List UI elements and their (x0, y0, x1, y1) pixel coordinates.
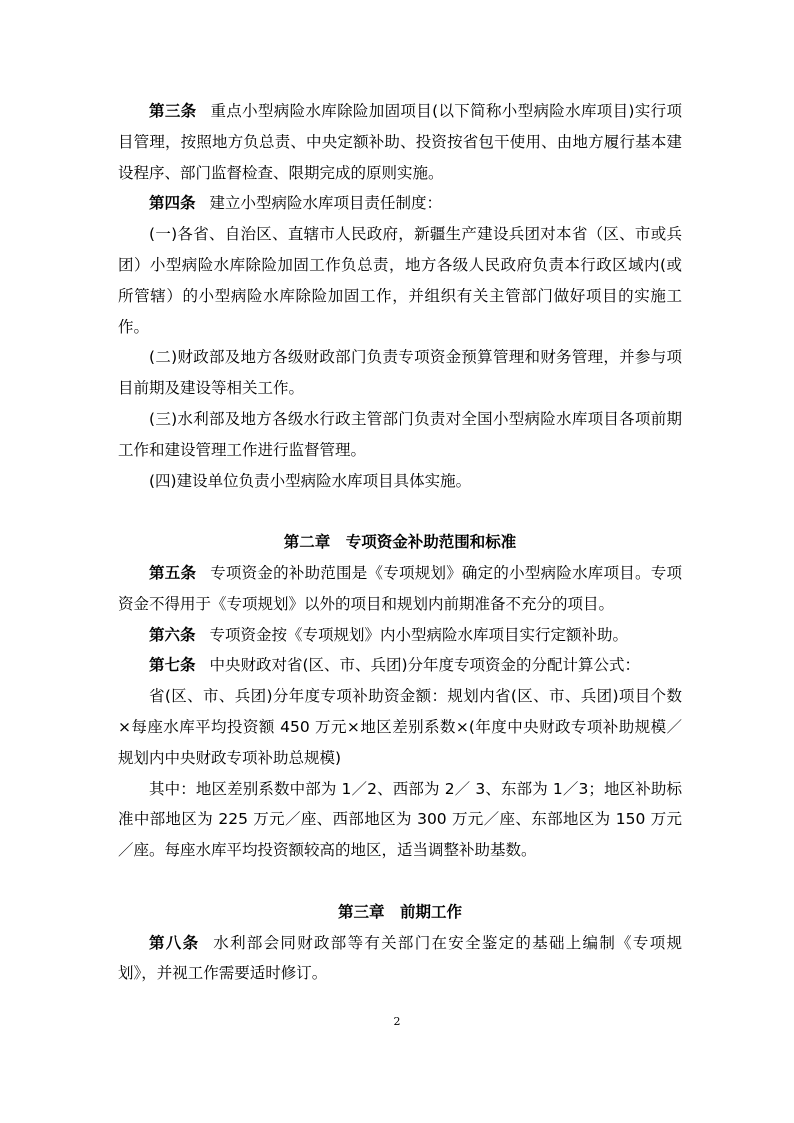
paragraph (118, 188, 682, 219)
spacer (118, 866, 682, 897)
paragraph-text: (二)财政部及地方各级财政部门负责专项资金预算管理和财务管理，并参与项目前期及建设等相关工作。 (118, 348, 682, 398)
paragraph-text: 其中：地区差别系数中部为 1／2、西部为 2／ 3、东部为 1／3；地区补助标准中部地区为 225 万元／座、西部地区为 300 万元／座、东部地区为 150 万元／座。每座水库平均投资额较高的地区，适当调整补助基数。 (118, 779, 682, 860)
article-number: 第三条 (149, 102, 197, 120)
article-number: 第四条 (149, 194, 196, 213)
paragraph-text: 建立小型病险水库项目责任制度： (209, 194, 442, 213)
paragraph (118, 928, 682, 990)
section-articles-5-7 (118, 558, 682, 866)
paragraph (118, 404, 682, 466)
paragraph-text: 省(区、市、兵团)分年度专项补助资金额：规划内省(区、市、兵团)项目个数×每座水库平均投资额 450 万元×地区差别系数×(年度中央财政专项补助规模／规划内中央财政专项补助总规模) (118, 687, 682, 767)
body-text (118, 96, 682, 989)
paragraph-text: 重点小型病险水库除险加固项目(以下简称小型病险水库项目)实行项目管理，按照地方负总责、中央定额补助、投资按省包干使用、由地方履行基本建设程序、部门监督检查、限期完成的原则实施。 (118, 102, 682, 182)
paragraph (118, 96, 682, 188)
paragraph-text: 专项资金按《专项规划》内小型病险水库项目实行定额补助。 (209, 625, 628, 644)
paragraph-text: 中央财政对省(区、市、兵团)分年度专项资金的分配计算公式： (209, 656, 641, 675)
article-number: 第五条 (149, 563, 197, 582)
paragraph (118, 219, 682, 342)
paragraph (118, 620, 682, 651)
paragraph (118, 466, 682, 497)
paragraph-text: (三)水利部及地方各级水行政主管部门负责对全国小型病险水库项目各项前期工作和建设管理工作进行监督管理。 (118, 409, 682, 459)
paragraph (118, 681, 682, 773)
chapter-heading-3: 第三章 前期工作 (337, 902, 462, 921)
article-number: 第六条 (149, 625, 196, 644)
page-number: 2 (393, 1015, 401, 1028)
paragraph-text: (四)建设单位负责小型病险水库项目具体实施。 (149, 471, 472, 490)
article-number: 第八条 (149, 933, 200, 952)
paragraph (118, 774, 682, 866)
paragraph-text: 专项资金的补助范围是《专项规划》确定的小型病险水库项目。专项资金不得用于《专项规划》以外的项目和规划内前期准备不充分的项目。 (118, 563, 682, 613)
spacer (118, 496, 682, 527)
paragraph (118, 650, 682, 681)
section-articles-3-4 (118, 96, 682, 496)
paragraph (118, 342, 682, 404)
paragraph-text: (一)各省、自治区、直辖市人民政府，新疆生产建设兵团对本省（区、市或兵团）小型病险水库除险加固工作负总责，地方各级人民政府负责本行政区域内(或所管辖）的小型病险水库除险加固工作，并组织有关主管部门做好项目的实施工作。 (118, 225, 682, 336)
article-number: 第七条 (149, 656, 196, 675)
chapter-heading-2: 第二章 专项资金补助范围和标准 (283, 533, 517, 552)
paragraph-text: 水利部会同财政部等有关部门在安全鉴定的基础上编制《专项规划》，并视工作需要适时修订。 (118, 933, 682, 983)
paragraph (118, 558, 682, 620)
section-article-8 (118, 928, 682, 990)
